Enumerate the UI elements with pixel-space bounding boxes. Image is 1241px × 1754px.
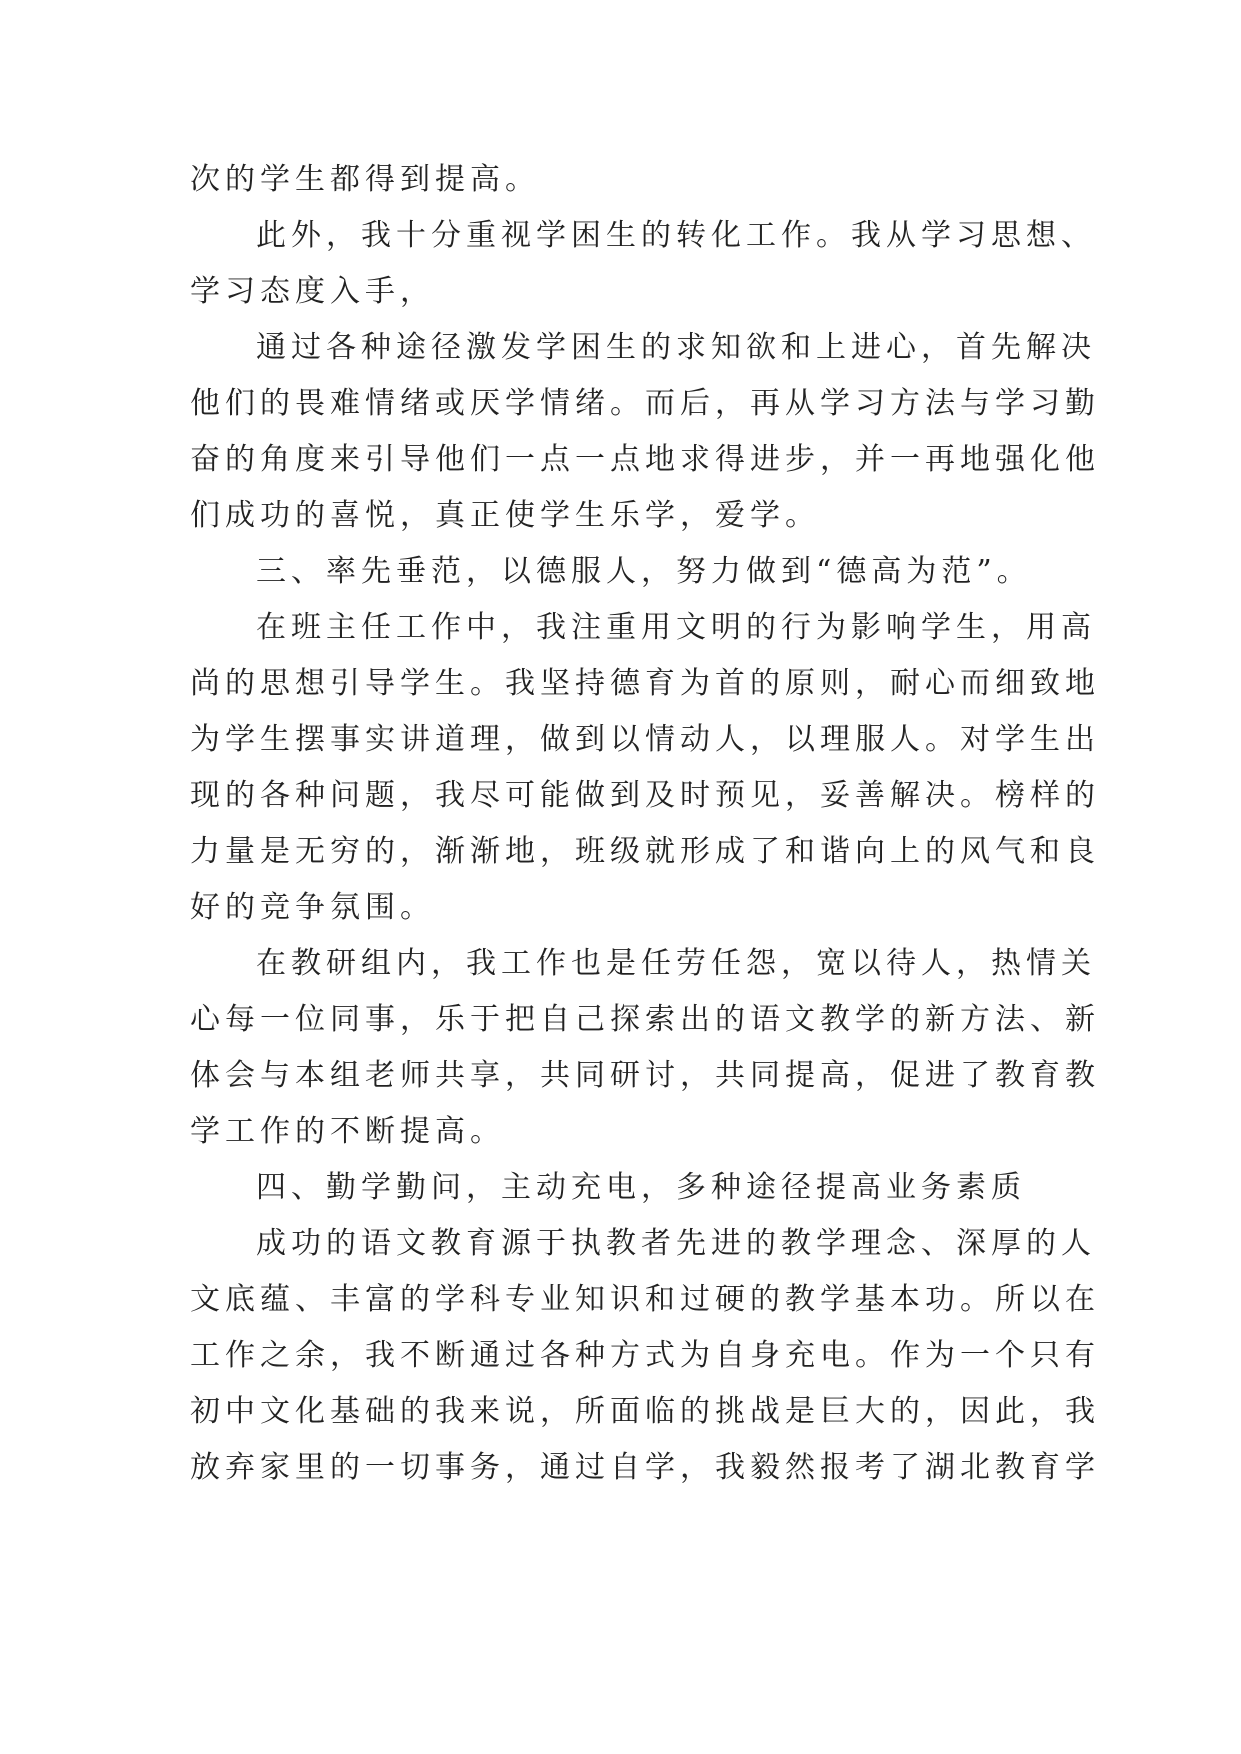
text-line: 放弃家里的一切事务，通过自学，我毅然报考了湖北教育学	[190, 1450, 1100, 1485]
text-line: 学习态度入手，	[190, 274, 435, 309]
text-line: 力量是无穷的，渐渐地，班级就形成了和谐向上的风气和良	[190, 834, 1100, 869]
text-line: 工作之余，我不断通过各种方式为自身充电。作为一个只有	[190, 1338, 1100, 1373]
paragraph	[190, 936, 1100, 1160]
paragraph	[190, 600, 1100, 936]
text-line: 在班主任工作中，我注重用文明的行为影响学生，用高	[256, 610, 1096, 645]
paragraph	[190, 1216, 1100, 1496]
paragraph	[190, 544, 1070, 600]
text-line: 心每一位同事，乐于把自己探索出的语文教学的新方法、新	[190, 1002, 1100, 1037]
text-line: 们成功的喜悦，真正使学生乐学，爱学。	[190, 498, 820, 533]
text-line: 为学生摆事实讲道理，做到以情动人，以理服人。对学生出	[190, 722, 1100, 757]
text-line: 在教研组内，我工作也是任劳任怨，宽以待人，热情关	[256, 946, 1096, 981]
paragraph	[190, 152, 1070, 208]
text-line: 此外，我十分重视学困生的转化工作。我从学习思想、	[256, 218, 1096, 253]
text-line: 文底蕴、丰富的学科专业知识和过硬的教学基本功。所以在	[190, 1282, 1100, 1317]
text-line: 他们的畏难情绪或厌学情绪。而后，再从学习方法与学习勤	[190, 386, 1100, 421]
text-line: 成功的语文教育源于执教者先进的教学理念、深厚的人	[256, 1226, 1096, 1261]
text-line: 奋的角度来引导他们一点一点地求得进步，并一再地强化他	[190, 442, 1100, 477]
text-line: 通过各种途径激发学困生的求知欲和上进心，首先解决	[256, 330, 1096, 365]
paragraph	[190, 1160, 1070, 1216]
text-line: 四、勤学勤问，主动充电，多种途径提高业务素质	[256, 1170, 1026, 1205]
text-line: 体会与本组老师共享，共同研讨，共同提高，促进了教育教	[190, 1058, 1100, 1093]
text-line: 好的竞争氛围。	[190, 890, 435, 925]
paragraph	[190, 208, 1096, 320]
text-line: 学工作的不断提高。	[190, 1114, 505, 1149]
text-line: 尚的思想引导学生。我坚持德育为首的原则，耐心而细致地	[190, 666, 1100, 701]
text-line: 次的学生都得到提高。	[190, 162, 540, 197]
text-line: 三、率先垂范，以德服人，努力做到“德高为范”。	[256, 554, 1032, 589]
text-line: 现的各种问题，我尽可能做到及时预见，妥善解决。榜样的	[190, 778, 1100, 813]
text-line: 初中文化基础的我来说，所面临的挑战是巨大的，因此，我	[190, 1394, 1100, 1429]
paragraph	[190, 320, 1100, 544]
document-body	[190, 152, 1100, 1496]
